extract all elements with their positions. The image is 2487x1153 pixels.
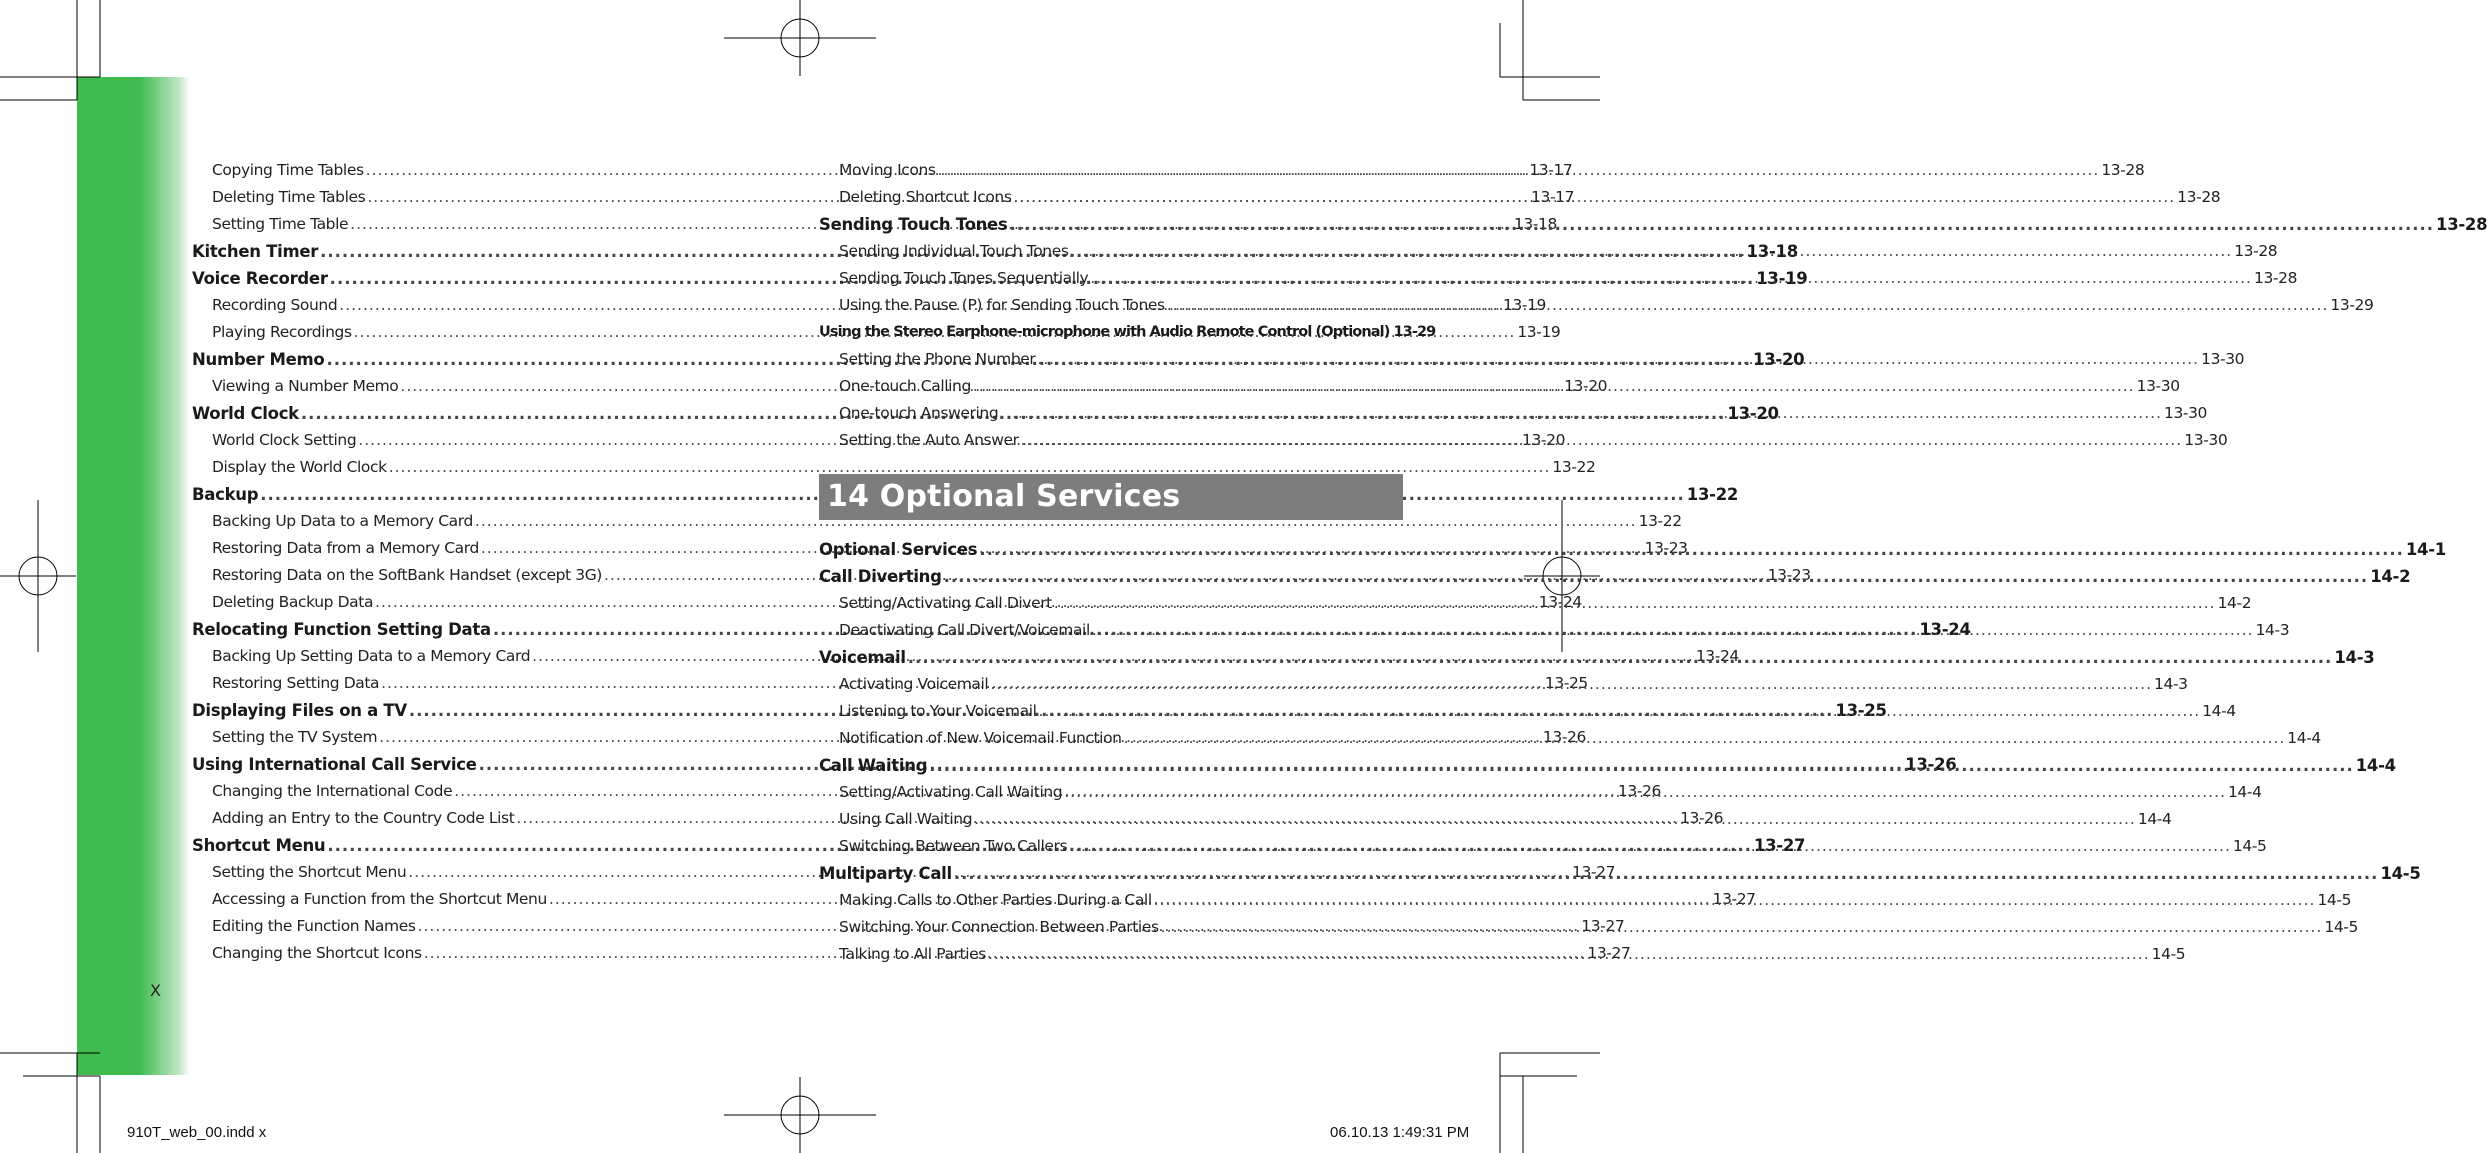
toc-entry-title: World Clock Setting: [212, 431, 357, 449]
dot-leader: [1124, 725, 2286, 752]
toc-entry-page: 13-28: [2436, 215, 2487, 234]
dot-leader: [1054, 590, 2216, 617]
dot-leader: [1090, 265, 2252, 292]
toc-entry-title: Backing Up Data to a Memory Card: [212, 512, 473, 530]
toc-entry-page: 13-30: [2163, 404, 2208, 422]
dot-leader: [1009, 211, 2434, 238]
toc-entry-title: Changing the International Code: [212, 782, 453, 800]
toc-entry-title: Changing the Shortcut Icons: [212, 944, 422, 962]
page-letter: X: [150, 981, 161, 1000]
toc-entry-title: Switching Between Two Callers: [839, 837, 1068, 855]
toc-entry-title: Sending Touch Tones Sequentially: [839, 269, 1089, 287]
dot-leader: [1064, 779, 2226, 806]
dot-leader: [1014, 184, 2176, 211]
toc-entry-page: 13-28: [2254, 269, 2298, 287]
toc-entry-page: 14-5: [2324, 918, 2358, 936]
dot-leader: [944, 563, 2369, 590]
dot-leader: [1037, 346, 2199, 373]
toc-entry-page: 14-4: [2202, 702, 2236, 720]
toc-entry-title: Voice Recorder: [192, 269, 328, 288]
toc-entry-page: 13-24: [1695, 647, 1739, 665]
toc-entry-page: 13-23: [1644, 539, 1688, 557]
toc-entry-title: One-touch Answering: [839, 404, 999, 422]
toc-entry-page: 13-27: [1712, 890, 1756, 908]
toc-entry-page: 13-26: [1905, 755, 1957, 774]
toc-entry-title: Using Call Waiting: [839, 810, 973, 828]
toc-entry: [192, 454, 1596, 481]
toc-entry-page: 13-28: [2101, 161, 2145, 179]
toc-entry-title: Using the Stereo Earphone-microphone with Audio Remote Control (Optional): [819, 324, 1390, 340]
dot-leader: [908, 644, 2333, 671]
dot-leader: [1092, 617, 2254, 644]
dot-leader: [929, 752, 2354, 779]
toc-entry-title: Activating Voicemail: [839, 675, 989, 693]
dot-leader: [973, 373, 2135, 400]
toc-entry-page: 13-30: [2184, 431, 2228, 449]
dot-leader: [1021, 427, 2183, 454]
toc-entry-page: 13-19: [1502, 296, 1547, 314]
toc-entry-title: Making Calls to Other Parties During a Call: [839, 891, 1152, 909]
toc-entry-title: Call Waiting: [819, 756, 928, 775]
toc-entry-page: 13-20: [1522, 431, 1566, 449]
toc-entry-page: 13-26: [1617, 782, 1661, 800]
toc-entry-title: Sending Touch Tones: [819, 215, 1008, 234]
toc-entry-title: Optional Services: [819, 540, 978, 559]
toc-entry-title: Viewing a Number Memo: [212, 377, 399, 395]
toc-entry-page: 13-27: [1581, 917, 1625, 935]
toc-entry-title: Sending Individual Touch Tones: [839, 242, 1069, 260]
dot-leader: [954, 860, 2379, 887]
toc-entry-title: Adding an Entry to the Country Code List: [212, 809, 515, 827]
dot-leader: [938, 157, 2100, 184]
toc-entry-title: Call Diverting: [819, 567, 942, 586]
toc-entry-title: Talking to All Parties: [839, 945, 986, 963]
toc-entry-title: Setting the TV System: [212, 728, 378, 746]
toc-heading-entry: [819, 319, 1436, 346]
toc-entry-title: Multiparty Call: [819, 864, 952, 883]
toc-entry-title: Setting the Auto Answer: [839, 431, 1019, 449]
toc-entry-title: Setting/Activating Call Divert: [839, 594, 1052, 612]
dot-leader: [979, 536, 2404, 563]
toc-entry-page: 13-18: [1513, 215, 1557, 233]
toc-entry-title: Setting the Phone Number: [839, 350, 1036, 368]
toc-entry-title: Notification of New Voicemail Function: [839, 729, 1122, 747]
toc-entry-title: Switching Your Connection Between Parties: [839, 918, 1159, 936]
toc-entry-page: 14-2: [2370, 567, 2411, 586]
toc-entry-page: 14-5: [2317, 891, 2352, 909]
toc-entry-title: Playing Recordings: [212, 323, 352, 341]
toc-entry-page: 13-22: [1686, 485, 1739, 504]
section-header: 14 Optional Services: [819, 474, 1403, 520]
toc-entry-page: 13-28: [2234, 242, 2278, 260]
dot-leader: [990, 671, 2152, 698]
toc-entry-page: 13-29: [2330, 296, 2374, 314]
toc-entry-page: 13-17: [1529, 161, 1573, 179]
toc-entry-page: 13-27: [1587, 944, 1631, 962]
dot-leader: [1167, 292, 2329, 319]
dot-leader: [1069, 833, 2231, 860]
toc-entry-title: Accessing a Function from the Shortcut Menu: [212, 890, 547, 908]
toc-entry-title: Shortcut Menu: [192, 836, 326, 855]
toc-entry-page: 14-1: [2405, 540, 2446, 559]
toc-entry-title: Kitchen Timer: [192, 242, 319, 261]
toc-entry-page: 13-30: [2201, 350, 2245, 368]
toc-entry-page: 13-24: [1919, 620, 1971, 639]
toc-entry-title: World Clock: [192, 404, 299, 423]
toc-entry-page: 13-24: [1538, 593, 1582, 611]
toc-entry-page: 14-4: [2287, 729, 2321, 747]
toc-entry-title: Copying Time Tables: [212, 161, 364, 179]
toc-entry-title: Recording Sound: [212, 296, 338, 314]
dot-leader: [1039, 698, 2201, 725]
toc-entry-page: 14-4: [2355, 756, 2396, 775]
toc-entry-page: 14-3: [2334, 648, 2375, 667]
dot-leader: [1071, 238, 2233, 265]
toc-entry-title: Number Memo: [192, 350, 325, 369]
toc-entry-page: 13-26: [1542, 728, 1586, 746]
toc-entry-page: 14-5: [2232, 837, 2267, 855]
toc-entry-title: Moving Icons: [839, 161, 936, 179]
toc-entry-title: Backing Up Setting Data to a Memory Card: [212, 647, 531, 665]
toc-entry-page: 14-4: [2137, 810, 2172, 828]
toc-entry-title: Deactivating Call Divert/Voicemail: [839, 621, 1090, 639]
toc-entry-title: Display the World Clock: [212, 458, 387, 476]
toc-entry-title: Listening to Your Voicemail: [839, 702, 1037, 720]
toc-entry-page: 13-22: [1638, 512, 1682, 530]
toc-entry-page: 13-18: [1746, 242, 1798, 261]
toc-entry-page: 13-19: [1756, 269, 1808, 288]
toc-entry-title: Deleting Backup Data: [212, 593, 374, 611]
toc-entry-title: Setting/Activating Call Waiting: [839, 783, 1063, 801]
toc-entry-title: Setting the Shortcut Menu: [212, 863, 407, 881]
toc-entry-page: 14-3: [2255, 621, 2290, 639]
toc-entry-title: Setting Time Table: [212, 215, 349, 233]
toc-entry-title: Voicemail: [819, 648, 906, 667]
dot-leader: [988, 941, 2150, 968]
toc-entry-page: 13-27: [1572, 863, 1616, 881]
toc-entry-title: Deleting Shortcut Icons: [839, 188, 1012, 206]
toc-entry-title: Restoring Data on the SoftBank Handset (except 3G): [212, 566, 602, 584]
toc-entry-title: Restoring Setting Data: [212, 674, 380, 692]
toc-entry-page: 14-3: [2154, 675, 2188, 693]
toc-entry-page: 13-17: [1531, 188, 1575, 206]
toc-entry-page: 13-22: [1552, 458, 1596, 476]
toc-entry-page: 13-19: [1517, 323, 1561, 341]
footer-file-name: 910T_web_00.indd x: [127, 1124, 267, 1141]
toc-entry-page: 13-25: [1835, 701, 1887, 720]
toc-entry-page: 14-5: [2151, 945, 2186, 963]
toc-entry-page: 14-2: [2217, 594, 2252, 612]
toc-entry-title: Displaying Files on a TV: [192, 701, 407, 720]
toc-entry-title: Editing the Function Names: [212, 917, 416, 935]
toc-entry-title: Backup: [192, 485, 259, 504]
toc-entry-title: Relocating Function Setting Data: [192, 620, 491, 639]
toc-entry-page: 13-28: [2177, 188, 2221, 206]
toc-entry-title: Restoring Data from a Memory Card: [212, 539, 479, 557]
dot-leader: [1154, 887, 2316, 914]
dot-leader: [1161, 914, 2323, 941]
footer-timestamp: 06.10.13 1:49:31 PM: [1330, 1124, 1470, 1141]
toc-entry-page: 13-20: [1753, 350, 1805, 369]
toc-entry-title: One-touch Calling: [839, 377, 971, 395]
toc-entry-page: 14-4: [2227, 783, 2262, 801]
toc-entry: [192, 508, 1682, 535]
dot-leader: [1000, 400, 2162, 427]
toc-entry-page: 13-23: [1767, 566, 1811, 584]
toc-entry-page: 14-5: [2380, 864, 2421, 883]
toc-entry-title: Deleting Time Tables: [212, 188, 366, 206]
toc-entry-page: 13-20: [1564, 377, 1608, 395]
dot-leader: [974, 806, 2136, 833]
toc-entry-page: 13-20: [1727, 404, 1779, 423]
toc-entry-title: Using the Pause (P) for Sending Touch Tones: [839, 296, 1165, 314]
toc-entry-page: 13-29: [1393, 324, 1436, 340]
toc-entry-page: 13-25: [1544, 674, 1588, 692]
toc-entry-title: Using International Call Service: [192, 755, 477, 774]
toc-entry-page: 13-26: [1680, 809, 1724, 827]
toc-entry-page: 13-30: [2136, 377, 2180, 395]
toc-entry-page: 13-27: [1753, 836, 1806, 855]
